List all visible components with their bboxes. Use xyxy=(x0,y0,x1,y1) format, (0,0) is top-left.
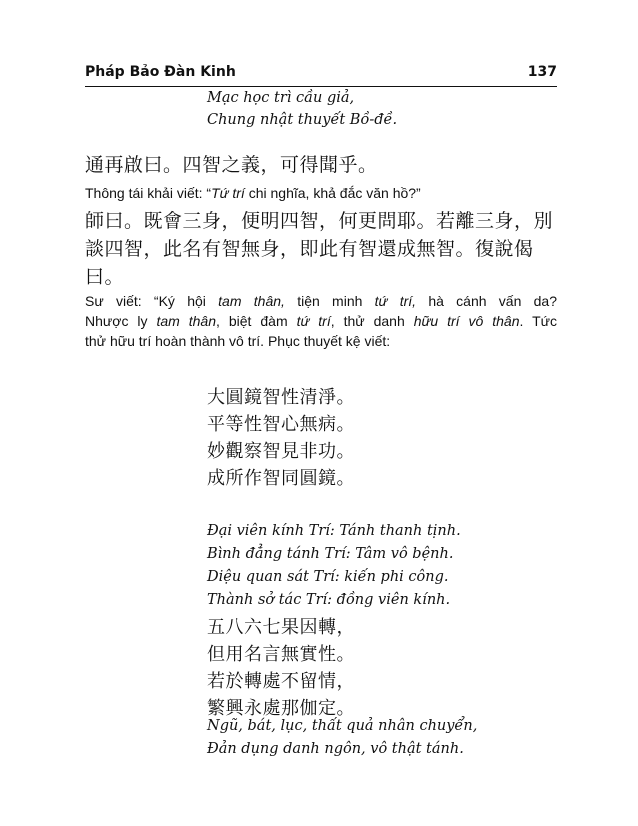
chinese-text-line: 曰。 xyxy=(85,266,125,288)
vietnamese-verse-line: Đại viên kính Trí: Tánh thanh tịnh. xyxy=(207,523,461,539)
chinese-text-line: 通再啟曰。四智之義，可得聞乎。 xyxy=(85,154,378,176)
chinese-verse-line: 繁興永處那伽定。 xyxy=(207,698,355,719)
top-verse-line: Mạc học trì cầu giả, xyxy=(207,90,355,106)
vietnamese-verse-line: Diệu quan sát Trí: kiến phi công. xyxy=(207,569,449,585)
top-verse-line: Chung nhật thuyết Bồ-đề. xyxy=(207,112,398,128)
chinese-verse-line: 平等性智心無病。 xyxy=(207,414,355,435)
vietnamese-verse-line: Đản dụng danh ngôn, vô thật tánh. xyxy=(207,741,464,757)
vietnamese-verse-line: Ngũ, bát, lục, thất quả nhân chuyển, xyxy=(207,718,478,734)
chinese-verse-line: 大圓鏡智性清淨。 xyxy=(207,387,355,408)
vietnamese-verse-line: Thành sở tác Trí: đồng viên kính. xyxy=(207,592,451,608)
vietnamese-text-line: thử hữu trí hoàn thành vô trí. Phục thuyết kệ viết: xyxy=(85,333,391,349)
vietnamese-text-line: Thông tái khải viết: “Tứ trí chi nghĩa, khả đắc văn hồ?” xyxy=(85,185,421,201)
chinese-verse-line: 成所作智同圓鏡。 xyxy=(207,468,355,489)
chinese-verse-line: 若於轉處不留情， xyxy=(207,671,355,692)
book-title: Pháp Bảo Đàn Kinh xyxy=(85,64,236,80)
running-header xyxy=(85,64,557,84)
chinese-verse-line: 五八六七果因轉， xyxy=(207,617,355,638)
page-number: 137 xyxy=(527,64,557,80)
vietnamese-text-line: Nhược ly tam thân, biệt đàm tứ trí, thử danh hữu trí vô thân. Tức xyxy=(85,313,557,329)
vietnamese-verse-line: Bình đẳng tánh Trí: Tâm vô bệnh. xyxy=(207,546,454,562)
vietnamese-text-line: Sư viết: “Ký hội tam thân, tiện minh tứ trí, hà cánh vấn da? xyxy=(85,293,558,309)
header-rule xyxy=(85,86,557,87)
chinese-text-line: 師曰。既會三身，便明四智，何更問耶。若離三身，別 xyxy=(85,210,554,232)
chinese-verse-line: 但用名言無實性。 xyxy=(207,644,355,665)
chinese-verse-line: 妙觀察智見非功。 xyxy=(207,441,355,462)
chinese-text-line: 談四智，此名有智無身，即此有智還成無智。復說偈 xyxy=(85,238,534,260)
